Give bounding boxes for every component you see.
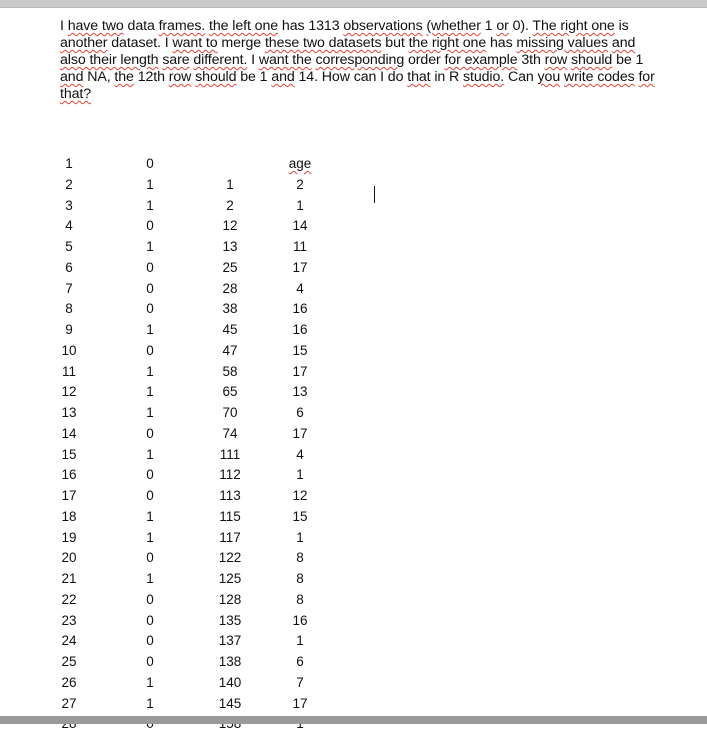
id-value: 125	[218, 571, 242, 586]
id-value: 2	[226, 197, 234, 213]
age-value: 7	[296, 674, 304, 690]
outcome-value: 0	[146, 280, 154, 296]
text-run: dataset. I	[107, 35, 173, 51]
flagged-text: (whether	[426, 18, 481, 34]
flagged-text: different.	[193, 52, 248, 68]
id-value: 112	[219, 467, 241, 483]
flagged-text: and	[60, 69, 84, 85]
age-value: 1	[296, 467, 304, 483]
window-bottom-edge	[0, 716, 707, 724]
age-value: 8	[296, 571, 304, 586]
id-value: 28	[222, 280, 238, 296]
row-number: 1	[65, 156, 73, 171]
age-value: 8	[296, 550, 304, 566]
row-number: 14	[61, 425, 77, 441]
age-value: 4	[296, 446, 304, 462]
id-value: 135	[218, 612, 242, 628]
outcome-value: 0	[146, 488, 154, 503]
age-value: 12	[292, 488, 308, 503]
row-number: 11	[61, 363, 76, 379]
age-value: 1	[296, 529, 304, 545]
age-value: 6	[296, 405, 304, 420]
id-value: 122	[218, 550, 242, 566]
window-top-edge	[0, 0, 707, 8]
age-value: 4	[296, 280, 304, 296]
outcome-value: 0	[146, 550, 154, 566]
flagged-text: want the	[258, 52, 312, 68]
flagged-text: the left one	[209, 18, 279, 34]
row-number: 21	[61, 571, 77, 586]
text-run: Can	[504, 69, 538, 85]
outcome-value: 0	[146, 301, 154, 317]
outcome-value: 1	[146, 405, 154, 420]
id-value: 1	[226, 176, 234, 192]
outcome-value: 1	[146, 363, 154, 379]
outcome-value: 0	[146, 259, 154, 275]
outcome-value: 1	[146, 239, 154, 254]
flagged-text: the right one	[408, 35, 487, 51]
id-value: 113	[219, 488, 241, 503]
flagged-text: that	[407, 69, 431, 85]
flagged-text: row	[168, 69, 192, 85]
data-table	[0, 8, 707, 716]
id-value: 70	[222, 405, 238, 420]
id-value: 111	[219, 446, 241, 462]
text-run: merge	[217, 35, 265, 51]
flagged-text: corresponding	[315, 52, 405, 68]
id-value: 117	[219, 529, 241, 545]
text-run: 3th	[517, 52, 545, 68]
row-number: 3	[65, 197, 73, 213]
flagged-text: write codes	[563, 69, 635, 85]
outcome-value: 0	[146, 342, 154, 358]
id-value: 137	[218, 633, 242, 649]
flagged-text: and also their length	[60, 35, 636, 68]
flagged-text: you	[537, 69, 561, 85]
outcome-value: 0	[146, 218, 154, 234]
id-value: 47	[222, 342, 238, 358]
row-number: 12	[61, 384, 77, 400]
flagged-text: row	[544, 52, 568, 68]
age-value: 8	[296, 591, 304, 607]
flagged-text: want to	[172, 35, 218, 51]
id-value: 138	[218, 654, 242, 669]
flagged-text: and	[271, 69, 295, 85]
row-number: 13	[61, 405, 77, 420]
outcome-value: 0	[146, 612, 154, 628]
age-value: 1	[296, 197, 304, 213]
row-number: 9	[65, 322, 73, 337]
row-number: 6	[65, 259, 73, 275]
flagged-text: observations	[343, 18, 423, 34]
text-run: NA,	[83, 69, 115, 85]
flagged-text: another	[60, 35, 108, 51]
flagged-text: for example	[444, 52, 518, 68]
age-value: 6	[296, 654, 304, 669]
row-number: 17	[61, 488, 77, 503]
row-number: 19	[61, 529, 77, 545]
outcome-value: 1	[146, 446, 154, 462]
row-number: 20	[61, 550, 77, 566]
text-run: be 1	[612, 52, 644, 68]
age-value: 16	[292, 322, 308, 337]
outcome-value: 1	[146, 674, 154, 690]
id-value: 12	[222, 218, 238, 234]
age-value: 15	[292, 508, 308, 524]
id-value: 128	[218, 591, 242, 607]
age-value: 15	[292, 342, 308, 358]
row-number: 5	[65, 239, 73, 254]
id-value: 74	[222, 425, 238, 441]
row-number: 24	[61, 633, 77, 649]
flagged-text: for that?	[60, 69, 655, 102]
row-number: 27	[61, 695, 77, 711]
flagged-text: these two datasets	[264, 35, 382, 51]
text-run: I	[247, 52, 259, 68]
row-number: 10	[61, 342, 77, 358]
flagged-text: should	[195, 69, 237, 85]
outcome-value: 1	[146, 529, 154, 545]
flagged-text: the	[114, 69, 134, 85]
id-value: 140	[218, 674, 242, 690]
outcome-value: 1	[146, 197, 154, 213]
outcome-value: 1	[146, 322, 154, 337]
age-value: 2	[296, 176, 304, 192]
outcome-value: 0	[146, 425, 154, 441]
age-value: 13	[292, 384, 308, 400]
outcome-value: 1	[146, 571, 154, 586]
id-value: 25	[222, 259, 238, 275]
flagged-text: have two	[67, 18, 124, 34]
row-number: 7	[65, 280, 73, 296]
outcome-value: 1	[146, 695, 154, 711]
row-number: 4	[65, 218, 73, 234]
age-value: 17	[292, 695, 308, 711]
flagged-text: sare	[162, 52, 190, 68]
id-value: 58	[222, 363, 238, 379]
outcome-value: 0	[146, 654, 154, 669]
flagged-text: or	[496, 18, 509, 34]
flagged-text: frames.	[158, 18, 206, 34]
row-number: 15	[61, 446, 77, 462]
text-run: data	[123, 18, 159, 34]
document-page[interactable]	[0, 8, 707, 716]
flagged-text: studio.	[463, 69, 505, 85]
outcome-value: 1	[146, 508, 154, 524]
flagged-text: should	[571, 52, 613, 68]
text-cursor	[374, 186, 375, 203]
text-run: 14. How can I do	[294, 69, 408, 85]
id-value: 115	[219, 508, 241, 524]
text-run: 1	[480, 18, 497, 34]
age-value: 1	[296, 633, 304, 649]
row-number: 26	[61, 674, 77, 690]
id-value: 145	[218, 695, 242, 711]
row-number: 18	[61, 508, 77, 524]
age-value: 17	[292, 259, 308, 275]
outcome-value: 1	[146, 384, 154, 400]
age-value: 16	[292, 612, 308, 628]
text-run: 0).	[508, 18, 533, 34]
id-value: 38	[222, 301, 238, 317]
text-run: has	[486, 35, 517, 51]
row-number: 22	[61, 591, 77, 607]
outcome-value: 1	[146, 176, 154, 192]
age-header: age	[288, 156, 312, 171]
id-value: 65	[222, 384, 238, 400]
row-number: 8	[65, 301, 73, 317]
text-run: order	[404, 52, 445, 68]
text-run: has 1313	[278, 18, 344, 34]
age-value: 16	[292, 301, 308, 317]
age-value: 11	[292, 239, 307, 254]
outcome-value: 0	[146, 633, 154, 649]
text-run: in R	[430, 69, 464, 85]
text-run: but	[381, 35, 409, 51]
id-value: 13	[222, 239, 238, 254]
row-number: 2	[65, 176, 73, 192]
text-run: be 1	[236, 69, 272, 85]
age-value: 17	[292, 425, 308, 441]
text-run: is	[614, 18, 629, 34]
outcome-value: 0	[146, 591, 154, 607]
row-number: 16	[61, 467, 77, 483]
outcome-value: 0	[146, 467, 154, 483]
text-run: I	[60, 18, 68, 34]
id-value: 45	[222, 322, 238, 337]
row-number: 23	[61, 612, 77, 628]
row-number: 25	[61, 654, 77, 669]
flagged-text: The right one	[532, 18, 615, 34]
age-value: 17	[292, 363, 308, 379]
text-run: 12th	[133, 69, 169, 85]
outcome-value: 0	[146, 156, 154, 171]
flagged-text: missing values	[516, 35, 609, 51]
age-value: 14	[292, 218, 308, 234]
